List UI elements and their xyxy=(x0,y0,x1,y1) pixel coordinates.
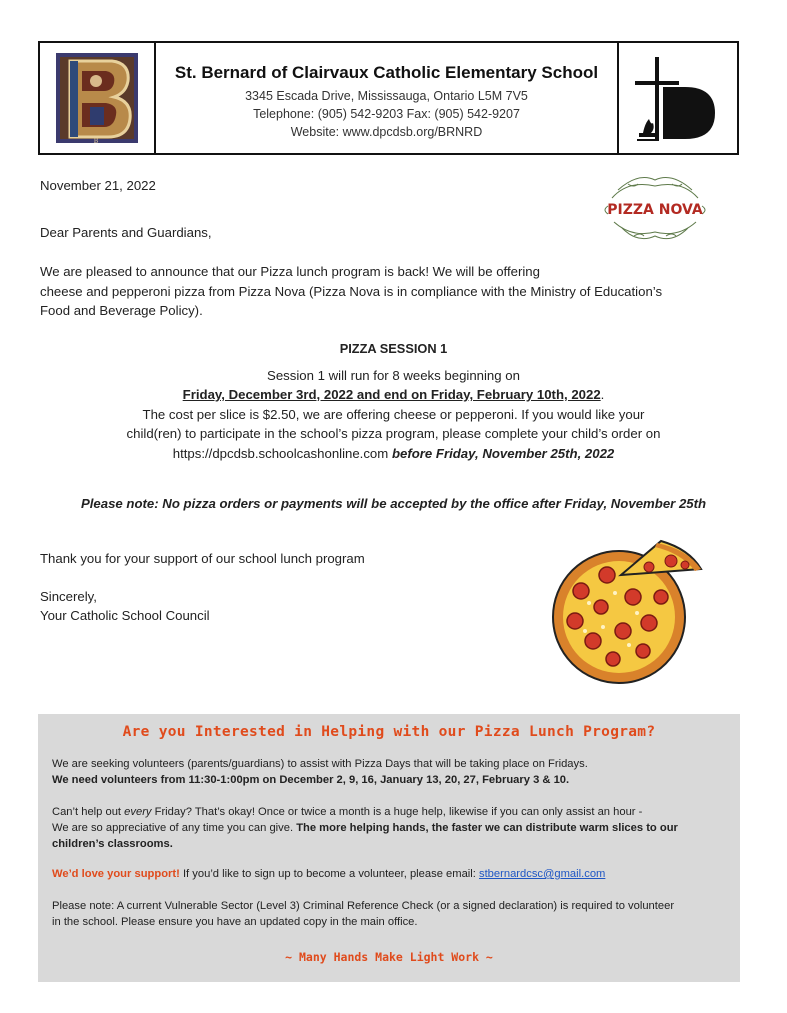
session-dates-end: . xyxy=(600,387,605,402)
volunteer-p2-line2 xyxy=(52,820,732,836)
session-dates: Friday, December 3rd, 2022 and end on Friday, February 10th, 2022 xyxy=(182,387,601,402)
support-callout: We’d love your support! xyxy=(52,868,180,880)
cross-lamp-icon xyxy=(635,53,721,143)
volunteer-p4-line1: Please note: A current Vulnerable Sector (Level 3) Criminal Reference Check (or a signed declaration) is required to volunteer xyxy=(52,900,675,912)
svg-text:PIZZA NOVA: PIZZA NOVA xyxy=(607,202,703,218)
illuminated-letter-icon xyxy=(52,49,142,147)
school-website: Website: www.dpcdsb.org/BRNRD xyxy=(290,125,483,139)
board-logo xyxy=(617,43,737,153)
p2-text-b: Friday? That’s okay! Once or twice a month is a huge help, likewise if you can only assist an hour - xyxy=(151,806,643,818)
volunteer-section xyxy=(38,714,740,982)
thanks-line: Thank you for your support of our school lunch program xyxy=(40,551,365,566)
p2-line2-b: The more helping hands, the faster we can distribute warm slices to our xyxy=(296,822,678,834)
p2-line2-a: We are so appreciative of any time you can give. xyxy=(52,822,297,834)
intro-line-3: Food and Beverage Policy). xyxy=(40,303,203,318)
intro-line-1: We are pleased to announce that our Pizza lunch program is back! We will be offering xyxy=(40,264,540,279)
school-phone: Telephone: (905) 542-9203 Fax: (905) 542-9207 xyxy=(253,107,520,121)
volunteer-p2-line1 xyxy=(52,804,732,820)
signup-text: If you’d like to sign up to become a volunteer, please email: xyxy=(179,868,479,880)
volunteer-email-link[interactable]: stbernardcsc@gmail.com xyxy=(478,868,606,880)
order-deadline: before Friday, November 25th, 2022 xyxy=(391,445,615,461)
cost-line-2: child(ren) to participate in the school’s pizza program, please complete your child’s order on xyxy=(126,426,661,441)
volunteer-title: Are you Interested in Helping with our Pizza Lunch Program? xyxy=(122,724,656,740)
pizza-nova-logo xyxy=(598,170,712,253)
cost-line-1: The cost per slice is $2.50, we are offering cheese or pepperoni. If you would like your xyxy=(142,406,645,422)
volunteer-p1-line2: We need volunteers from 11:30-1:00pm on December 2, 9, 16, January 13, 20, 27, February 3 & 10. xyxy=(52,774,570,786)
volunteer-p1-line1: We are seeking volunteers (parents/guardians) to assist with Pizza Days that will be taking place on Fridays. xyxy=(52,758,588,770)
school-name: St. Bernard of Clairvaux Catholic Elementary School xyxy=(174,63,599,82)
closing: Sincerely, xyxy=(40,589,97,604)
volunteer-paragraph-2 xyxy=(52,804,732,852)
order-note: Please note: No pizza orders or payments will be accepted by the office after Friday, November 25th xyxy=(80,496,707,511)
svg-text:B: B xyxy=(93,138,99,145)
session-line-1: Session 1 will run for 8 weeks beginning on xyxy=(267,367,520,383)
salutation: Dear Parents and Guardians, xyxy=(40,225,212,240)
volunteer-paragraph-1 xyxy=(52,756,732,788)
session-block xyxy=(40,339,747,463)
intro-line-2: cheese and pepperoni pizza from Pizza Nova (Pizza Nova is in compliance with the Ministry of Education’s xyxy=(40,284,663,299)
order-line xyxy=(40,444,747,464)
school-address: 3345 Escada Drive, Mississauga, Ontario L5M 7V5 xyxy=(245,89,528,103)
p2-every: every xyxy=(124,806,152,818)
volunteer-p2-line3: children’s classrooms. xyxy=(52,838,173,850)
volunteer-tagline: ~ Many Hands Make Light Work ~ xyxy=(285,950,493,964)
p2-text-a: Can’t help out xyxy=(52,806,125,818)
school-header xyxy=(38,41,739,155)
letter-date: November 21, 2022 xyxy=(40,178,156,193)
volunteer-paragraph-4 xyxy=(52,898,732,930)
session-title: PIZZA SESSION 1 xyxy=(339,341,448,356)
session-dates-line xyxy=(40,385,747,405)
school-crest xyxy=(40,43,156,153)
pizza-icon xyxy=(549,535,709,690)
signature: Your Catholic School Council xyxy=(40,608,210,623)
volunteer-p4-line2: in the school. Please ensure you have an updated copy in the main office. xyxy=(52,916,418,928)
order-url[interactable]: https://dpcdsb.schoolcashonline.com xyxy=(172,445,389,461)
school-info xyxy=(156,43,617,153)
volunteer-paragraph-3 xyxy=(52,866,732,882)
